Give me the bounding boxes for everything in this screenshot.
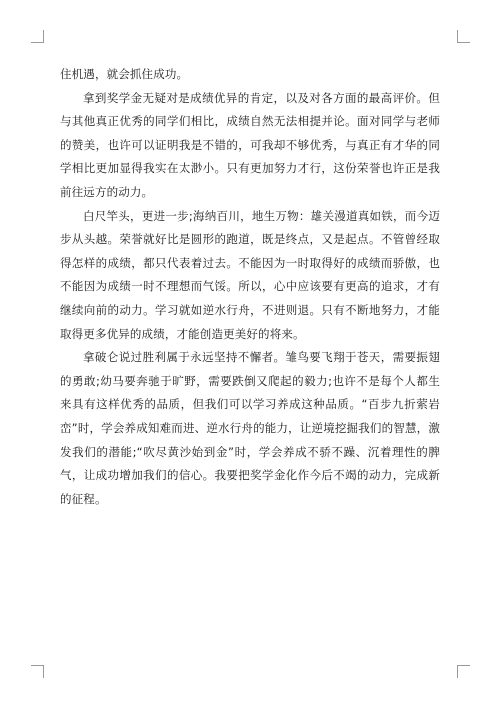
paragraph-continuation: 住机遇，就会抓住成功。: [60, 67, 189, 81]
crop-mark-top-left: [31, 30, 44, 43]
crop-mark-top-right: [457, 30, 470, 43]
paragraph-progress: 白尺竿头，更进一步;海纳百川，地生万物：雄关漫道真如铁，而今迈步从头越。荣誉就好比是圆形的跑道，既是终点，又是起点。不管曾经取得怎样的成绩，都只代表着过去。不能因为一时取得好的成绩而骄傲，也不能因为成绩一时不理想而气馁。所以，心中应该要有更高的追求，才有继续向前的动力。学习就如逆水行舟，不进则退。只有不断地努力，才能取得更多优异的成绩，才能创造更美好的将来。: [60, 208, 440, 341]
paragraph-perseverance: 拿破仑说过胜利属于永远坚持不懈者。雏鸟要飞翔于苍天，需要振翅的勇敢;幼马要奔驰于旷野，需要跌倒又爬起的毅力;也许不是每个人都生来具有这样优秀的品质，但我们可以学习养成这种品质。“百步九折萦岩峦”时，学会养成知难而进、逆水行舟的能力，让逆境挖掘我们的智慧，激发我们的潜能;“吹尽黄沙始到金”时，学会养成不骄不躁、沉着理性的脾气，让成功增加我们的信心。我要把奖学金化作今后不竭的动力，完成新的征程。: [60, 350, 440, 506]
paragraph-scholarship: 拿到奖学金无疑对是成绩优异的肯定，以及对各方面的最高评价。但与其他真正优秀的同学们相比，成绩自然无法相提并论。面对同学与老师的赞美，也许可以证明我是不错的，可我却不够优秀，与真正有才华的同学相比更加显得我实在太渺小。只有更加努力才行，这份荣誉也许正是我前往远方的动力。: [60, 90, 440, 199]
document-body: [60, 63, 440, 511]
crop-mark-bottom-right: [457, 665, 470, 678]
crop-mark-bottom-left: [31, 665, 44, 678]
